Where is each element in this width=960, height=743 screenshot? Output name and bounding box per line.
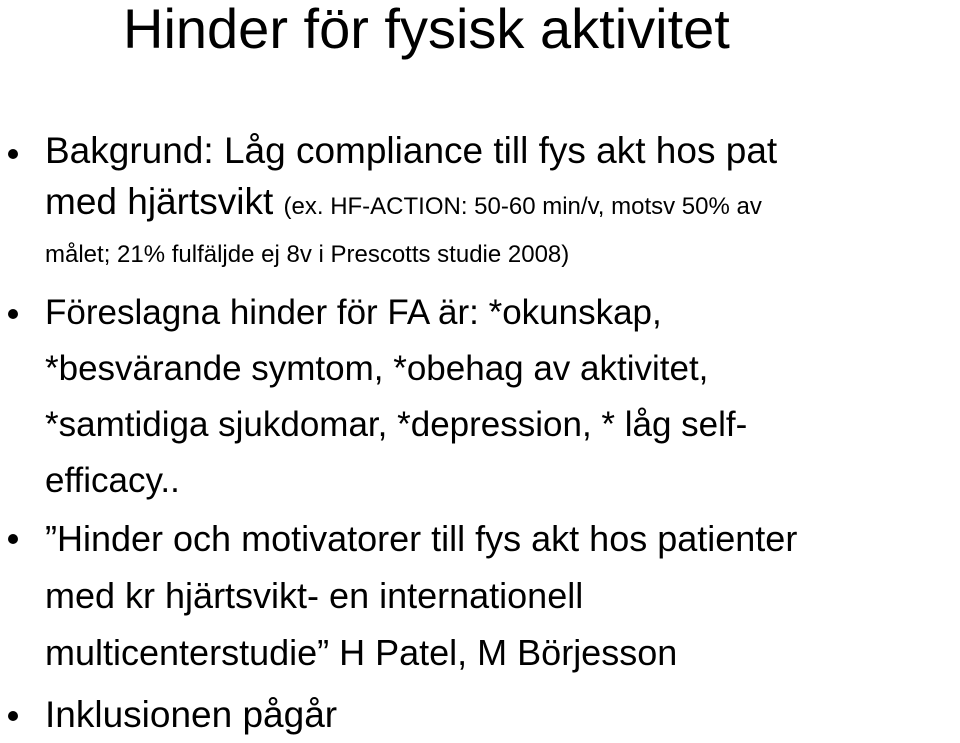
bullet-text-line <box>45 176 960 232</box>
bullet-item-inclusion <box>0 687 960 742</box>
bullet-item-study <box>0 510 960 681</box>
bullet-note-line: målet; 21% fulfäljde ej 8v i Prescotts studie 2008) <box>45 241 570 268</box>
bullet-text-line: Föreslagna hinder för FA är: *okunskap, <box>45 293 662 332</box>
bullet-text-line: med kr hjärtsvikt- en internationell <box>45 575 584 616</box>
bullet-note-text: (ex. HF-ACTION: 50-60 min/v, motsv 50% av <box>283 193 762 220</box>
bullet-text-line: Bakgrund: Låg compliance till fys akt hos pat <box>45 130 778 171</box>
slide-title: Hinder för fysisk aktivitet <box>123 0 730 60</box>
bullet-dot-icon <box>8 309 18 319</box>
bullet-text-segment: med hjärtsvikt <box>45 181 284 222</box>
bullet-text-line: ”Hinder och motivatorer till fys akt hos patienter <box>45 518 798 559</box>
bullet-item-proposed-barriers <box>0 285 960 509</box>
bullet-text-line: Inklusionen pågår <box>45 694 338 735</box>
bullet-dot-icon <box>8 534 18 544</box>
bullet-text-line: *samtidiga sjukdomar, *depression, * låg self- <box>45 405 748 444</box>
bullet-item-background <box>0 125 960 278</box>
bullet-dot-icon <box>8 149 18 159</box>
bullet-list <box>0 125 960 743</box>
bullet-text-line: *besvärande symtom, *obehag av aktivitet, <box>45 349 709 388</box>
bullet-text-line: multicenterstudie” H Patel, M Börjesson <box>45 632 678 673</box>
bullet-dot-icon <box>8 711 18 721</box>
bullet-text-line: efficacy.. <box>45 461 180 500</box>
